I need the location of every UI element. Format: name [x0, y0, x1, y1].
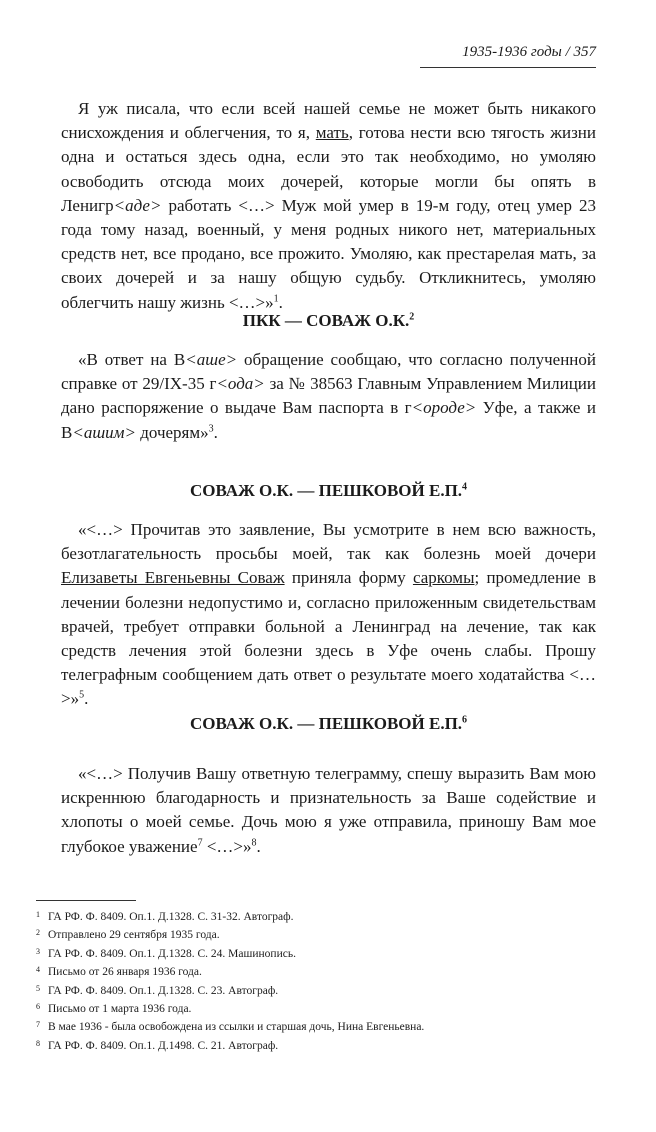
footnote: [36, 1018, 596, 1036]
footnote-number: 4: [36, 965, 40, 975]
paragraph-2-text-d: Уфе, а также и В: [61, 398, 596, 442]
paragraph-2-italic-a: <аше>: [185, 350, 238, 369]
footnote-ref-4: 4: [462, 481, 468, 493]
footnote-ref-6: 6: [462, 714, 468, 726]
paragraph-1-text-a: Я уж писала, что если всей нашей семье не может быть никакого снисхождения и облегчения, то я,: [61, 99, 596, 143]
paragraph-4-end: .: [256, 836, 261, 856]
paragraph-1-text-b: , готова нести всю тягость жизни одна и остаться здесь одна, если это так необходимо, но умоляю освободить отсюда моих дочерей, которые могли бы опять в Ленигр: [61, 123, 597, 215]
paragraph-2-end: .: [213, 422, 218, 442]
paragraph-1-text-c: работать <…> Муж мой умер в 19-м году, отец умер 23 года тому назад, военный, у меня родных никого нет, материальных средств нет, все продано, все прожито. Умоляю, как престарелая мать, за своих дочерей и за нашу общую судьбу. Откликнитесь, умоляю облегчить нашу жизнь <…>»: [61, 195, 596, 312]
paragraph-1: [61, 97, 596, 315]
footnote-ref-1: 1: [273, 292, 279, 304]
paragraph-1-end: .: [278, 292, 283, 312]
paragraph-3-underlined-b: саркомы: [412, 568, 475, 588]
paragraph-3-text-a: «<…> Прочитав это заявление, Вы усмотрите в нем всю важность, безотлагательность просьбы моей, так как болезнь моей дочери: [61, 520, 596, 564]
paragraph-2-italic-b: <ода>: [216, 374, 265, 394]
footnote-text: ГА РФ. Ф. 8409. Оп.1. Д.1328. С. 31-32. Автограф.: [48, 911, 294, 923]
footnote-ref-8: 8: [251, 836, 257, 848]
paragraph-4: [61, 762, 596, 859]
footnote-number: 8: [36, 1038, 40, 1048]
footnote: [36, 908, 596, 926]
paragraph-2-italic-c: <ороде>: [411, 398, 477, 418]
paragraph-4-text-b: <…>»: [202, 836, 252, 856]
footnote-number: 7: [36, 1020, 40, 1030]
footnote-number: 2: [36, 928, 40, 938]
paragraph-2-text-a: «В ответ на В: [78, 350, 186, 369]
footnote-rule: [36, 900, 136, 901]
paragraph-1-underlined: мать: [315, 123, 349, 143]
footnote-number: 6: [36, 1002, 40, 1012]
footnote-text: Письмо от 1 марта 1936 года.: [48, 1003, 192, 1016]
footnote-ref-2: 2: [409, 311, 415, 323]
footnote-number: 5: [36, 983, 40, 993]
paragraph-3-end: .: [84, 689, 89, 709]
footnote: [36, 945, 596, 963]
footnote-ref-3: 3: [208, 422, 214, 434]
footnote-ref-7: 7: [197, 836, 203, 848]
paragraph-2-text-c: за № 38563 Главным Управлением Милиции дано распоряжение о выдаче Вам паспорта в г: [61, 374, 596, 418]
paragraph-2-text-b: обращение сообщаю, что согласно полученной справке от 29/IX-35 г: [61, 350, 596, 394]
section-heading-2-text: СОВАЖ О.К. — ПЕШКОВОЙ Е.П.: [189, 481, 463, 500]
paragraph-3: [61, 518, 596, 712]
footnote-number: 3: [36, 946, 40, 956]
paragraph-2-text-e: дочерям»: [135, 422, 209, 442]
footnote-text: ГА РФ. Ф. 8409. Оп.1. Д.1328. С. 24. Машинопись.: [48, 947, 296, 960]
footnote-text: ГА РФ. Ф. 8409. Оп.1. Д.1328. С. 23. Автограф.: [48, 984, 279, 997]
paragraph-4-text-a: «<…> Получив Вашу ответную телеграмму, спешу выразить Вам мою искреннюю благодарность и признательность за Ваше содействие и хлопоты о моей семье. Дочь мою я уже отправила, приношу Вам мое глубокое уважение: [61, 764, 596, 856]
section-heading-2: [61, 481, 596, 501]
section-heading-1: [61, 311, 596, 331]
running-head: 1935-1936 годы / 357: [462, 44, 596, 60]
footnote-text: Письмо от 26 января 1936 года.: [48, 966, 202, 979]
paragraph-3-text-c: ; промедление в лечении болезни недопустимо и, согласно приложенным свидетельствам врачей, требует отправки больной а Ленинград на лечение, так как средств лечения этой болезни здесь в Уфе очень слабы. Прошу телеграфным сообщением дать ответ о результате моего ходатайства <…>»: [61, 568, 596, 709]
footnote-text: В мае 1936 - была освобождена из ссылки и старшая дочь, Нина Евгеньевна.: [48, 1021, 425, 1034]
footnote-text: ГА РФ. Ф. 8409. Оп.1. Д.1498. С. 21. Автограф.: [48, 1039, 279, 1052]
footnotes: [36, 908, 596, 1055]
paragraph-1-italic: <аде>: [113, 195, 162, 215]
footnote: [36, 963, 596, 981]
paragraph-3-text-b: приняла форму: [284, 568, 413, 588]
paragraph-3-underlined-a: Елизаветы Евгеньевны Соваж: [61, 568, 285, 588]
footnote: [36, 1000, 596, 1018]
footnote: [36, 1037, 596, 1055]
paragraph-2-italic-d: <ашим>: [72, 422, 136, 442]
footnote-number: 1: [36, 910, 40, 919]
footnote-ref-5: 5: [79, 689, 85, 701]
running-head-rule: [420, 67, 596, 68]
paragraph-2: [61, 348, 596, 445]
section-heading-3: [61, 714, 596, 734]
section-heading-3-text: СОВАЖ О.К. — ПЕШКОВОЙ Е.П.: [189, 714, 463, 733]
section-heading-1-text: ПКК — СОВАЖ О.К.: [242, 311, 410, 330]
footnote: [36, 926, 596, 944]
footnote-text: Отправлено 29 сентября 1935 года.: [48, 929, 220, 942]
footnote: [36, 982, 596, 1000]
